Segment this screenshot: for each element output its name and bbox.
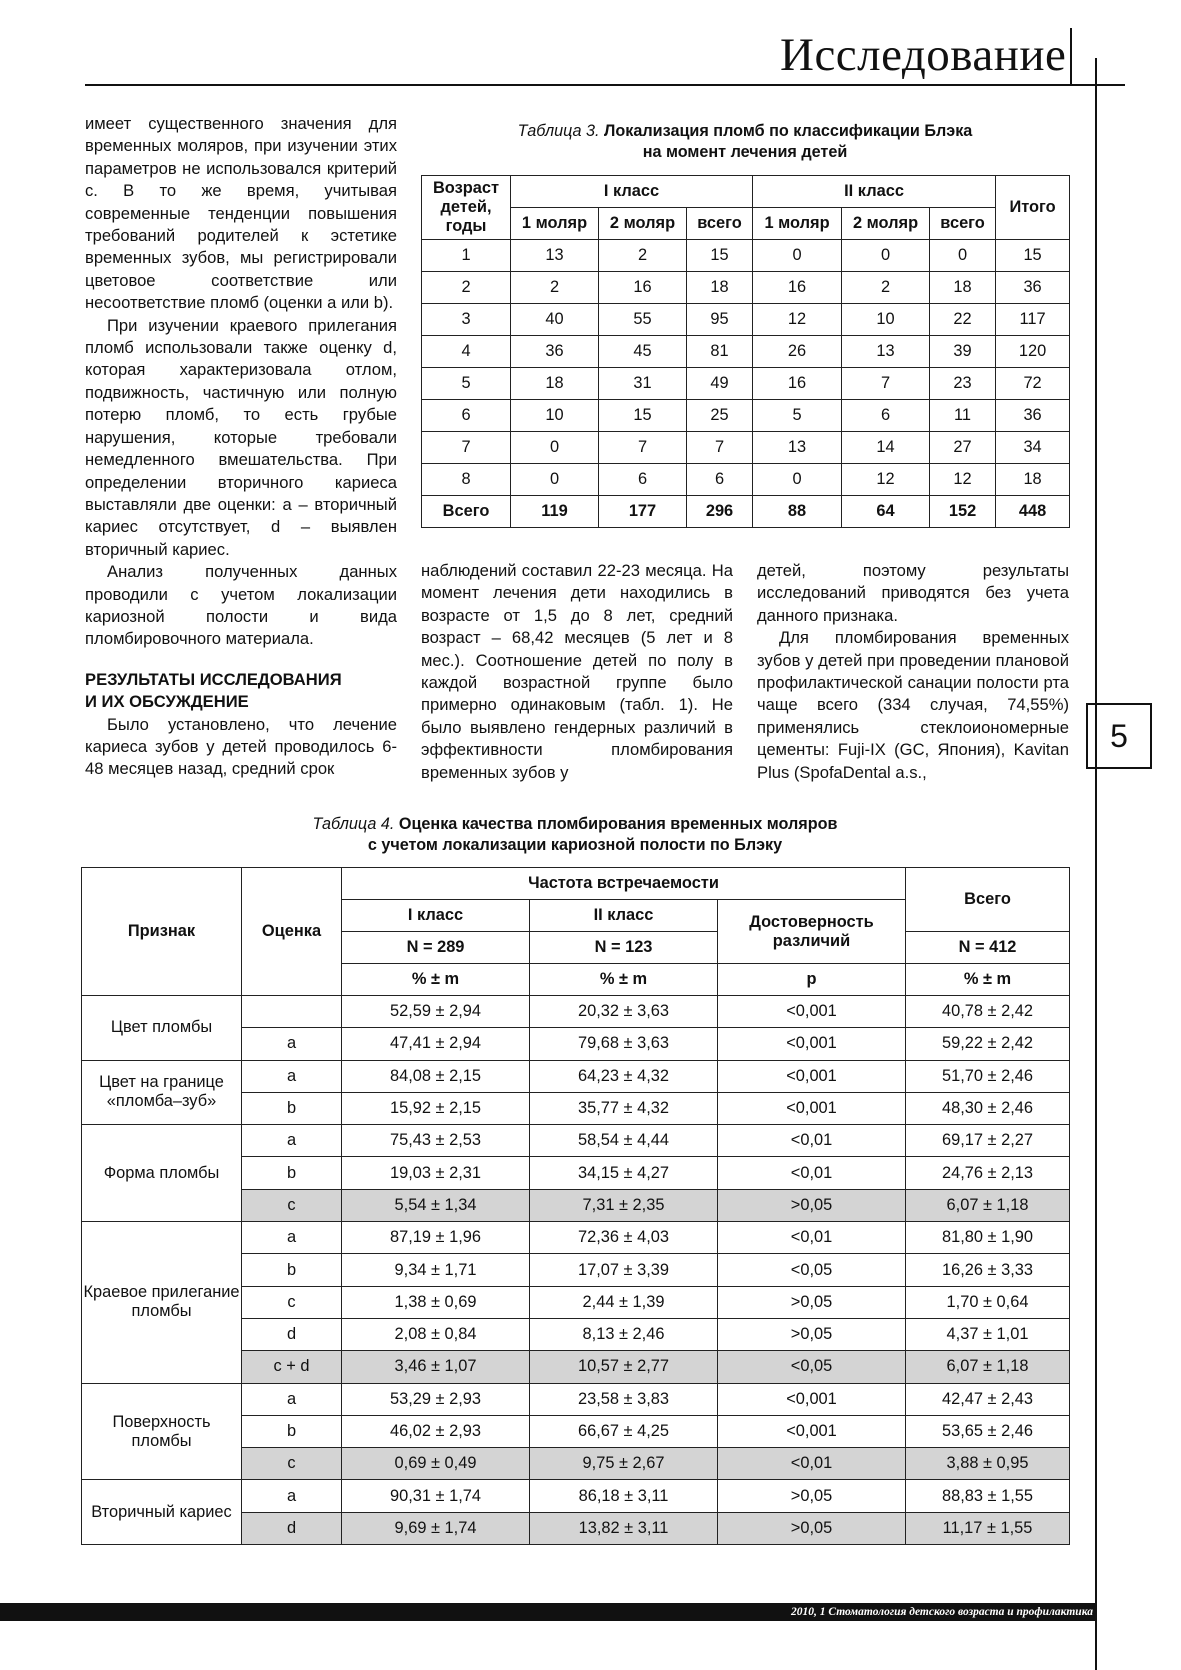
table4-value-cell: 2,08 ± 0,84 [342,1318,530,1350]
table3-cell: 45 [599,336,687,368]
table4-value-cell: 16,26 ± 3,33 [906,1254,1070,1286]
table4-value-cell: 5,54 ± 1,34 [342,1189,530,1221]
table4-value-cell: <0,01 [718,1125,906,1157]
table3-cell: 40 [511,304,599,336]
table-row [422,400,1070,432]
table4-head-sign: Признак [82,868,242,996]
table3-total-cell: 448 [996,496,1070,528]
table4-value-cell: 6,07 ± 1,18 [906,1351,1070,1383]
table4-value-cell: 20,32 ± 3,63 [530,996,718,1028]
table4-score-cell: a [242,1028,342,1060]
table3-cell: 117 [996,304,1070,336]
table4-value-cell: 79,68 ± 3,63 [530,1028,718,1060]
table4-head-class1: I класс [342,900,530,932]
table4-value-cell: 10,57 ± 2,77 [530,1351,718,1383]
paragraph: Анализ полученных данных проводили с учетом локализации кариозной полости и вида пломбировочного материала. [85,562,397,649]
table4-value-cell: <0,05 [718,1254,906,1286]
table4-value-cell: 9,69 ± 1,74 [342,1512,530,1544]
table4-value-cell: 52,59 ± 2,94 [342,996,530,1028]
table4-value-cell: 86,18 ± 3,11 [530,1480,718,1512]
table3-cell: 72 [996,368,1070,400]
table3-age-cell: 5 [422,368,511,400]
table3-cell: 23 [930,368,996,400]
table-row [82,1222,1070,1254]
table4-caption-line1: Оценка качества пломбирования временных моляров [398,815,838,833]
table4-value-cell: 84,08 ± 2,15 [342,1060,530,1092]
table-row [422,432,1070,464]
table4-value-cell: 1,38 ± 0,69 [342,1286,530,1318]
table4-value-cell: 35,77 ± 4,32 [530,1092,718,1124]
table3-cell: 12 [753,304,842,336]
table3-cell: 7 [842,368,930,400]
right-text-column [757,560,1069,784]
table4-caption [81,814,1069,856]
table4-value-cell: 9,75 ± 2,67 [530,1448,718,1480]
results-heading-line2: И ИХ ОБСУЖДЕНИЕ [85,692,249,712]
table4-value-cell: 53,29 ± 2,93 [342,1383,530,1415]
table3-cell: 95 [687,304,753,336]
table3 [421,175,1070,528]
table4-value-cell: 17,07 ± 3,39 [530,1254,718,1286]
table3-caption-line2: на момент лечения детей [642,143,848,161]
table4-score-cell: a [242,1480,342,1512]
table4-score-cell: b [242,1254,342,1286]
table-row [422,464,1070,496]
table3-cell: 18 [996,464,1070,496]
table4-value-cell: 19,03 ± 2,31 [342,1157,530,1189]
table4-value-cell: 72,36 ± 4,03 [530,1222,718,1254]
table3-age-cell: 4 [422,336,511,368]
table3-cell: 10 [842,304,930,336]
table3-total-cell: 64 [842,496,930,528]
table4-value-cell: >0,05 [718,1189,906,1221]
table4-value-cell: 34,15 ± 4,27 [530,1157,718,1189]
table3-age-cell: 7 [422,432,511,464]
table3-cell: 6 [599,464,687,496]
table4-value-cell: 11,17 ± 1,55 [906,1512,1070,1544]
table3-total-row [422,496,1070,528]
table3-cell: 6 [687,464,753,496]
table3-cell: 13 [511,240,599,272]
table3-head-age: Возраст детей, годы [422,176,511,240]
table3-cell: 11 [930,400,996,432]
table3-subheader: 2 моляр [599,208,687,240]
table3-cell: 31 [599,368,687,400]
table3-head-class1: I класс [511,176,753,208]
table4-value-cell: 51,70 ± 2,46 [906,1060,1070,1092]
footer-journal-info: 2010, 1 Стоматология детского возраста и профилактика [790,1606,1093,1618]
table3-age-cell: 2 [422,272,511,304]
table4-score-cell: c [242,1286,342,1318]
table4-value-cell: <0,01 [718,1157,906,1189]
table3-cell: 0 [753,464,842,496]
table4-value-cell: 0,69 ± 0,49 [342,1448,530,1480]
table4-sign-cell: Вторичный кариес [82,1480,242,1545]
table4-score-cell: a [242,1383,342,1415]
table3-cell: 12 [930,464,996,496]
table3-cell: 26 [753,336,842,368]
table3-total-cell: 88 [753,496,842,528]
table-row [82,1480,1070,1512]
table3-age-cell: 6 [422,400,511,432]
table3-cell: 34 [996,432,1070,464]
table4-score-cell: d [242,1512,342,1544]
table4-caption-line2: с учетом локализации кариозной полости по Блэку [367,836,783,854]
paragraph: При изучении краевого прилегания пломб использовали также оценку d, которая характеризовала отлом, подвижность, частичную или полную потерю пломб, то есть грубые нарушения, которые требовали немедленного вмешательства. При определении вторичного кариеса выставляли две оценки: a – вторичный кариес отсутствует, d – выявлен вторичный кариес. [85,315,397,559]
table-row [82,1060,1070,1092]
table4-n-total: N = 412 [906,932,1070,964]
table4-value-cell: <0,001 [718,1383,906,1415]
table3-cell: 15 [996,240,1070,272]
table-row [422,240,1070,272]
table4-value-cell: >0,05 [718,1286,906,1318]
table4-value-cell: <0,001 [718,1415,906,1447]
table4-sign-cell: Краевое прилегание пломбы [82,1222,242,1383]
table-row [82,1125,1070,1157]
header-vertical-rule [1070,28,1072,86]
table3-head-total: Итого [996,176,1070,240]
table4-score-cell: a [242,1125,342,1157]
table3-cell: 13 [753,432,842,464]
table4-value-cell: 90,31 ± 1,74 [342,1480,530,1512]
table3-cell: 2 [842,272,930,304]
table4-value-cell: <0,01 [718,1222,906,1254]
table3-caption-line1: Локализация пломб по классификации Блэка [604,122,973,140]
table3-cell: 120 [996,336,1070,368]
table4-unit-total: % ± m [906,964,1070,996]
table4-value-cell: <0,05 [718,1351,906,1383]
table4-unit-class2: % ± m [530,964,718,996]
table3-cell: 7 [599,432,687,464]
table3-cell: 0 [511,464,599,496]
table3-cell: 12 [842,464,930,496]
table3-cell: 18 [930,272,996,304]
table4-value-cell: 66,67 ± 4,25 [530,1415,718,1447]
table4-value-cell: 23,58 ± 3,83 [530,1383,718,1415]
table3-cell: 22 [930,304,996,336]
table4-score-cell: c + d [242,1351,342,1383]
table4-value-cell: 1,70 ± 0,64 [906,1286,1070,1318]
table3-caption [421,121,1069,163]
table4-head-score: Оценка [242,868,342,996]
page-number: 5 [1086,703,1152,769]
table3-total-cell: 296 [687,496,753,528]
table3-subheader: всего [930,208,996,240]
table3-cell: 81 [687,336,753,368]
paragraph: наблюдений составил 22-23 месяца. На момент лечения дети находились в возрасте от 1,5 до 8 лет, средний возраст – 68,42 месяцев (5 лет и 8 мес.). Соотношение детей по полу в каждой возрастной группе было примерно одинаковым (табл. 1). Не было выявлено гендерных различий в эффективности пломбирования временных зубов у [421,561,733,782]
table4-value-cell: 24,76 ± 2,13 [906,1157,1070,1189]
table4-value-cell: 2,44 ± 1,39 [530,1286,718,1318]
table4-score-cell: d [242,1318,342,1350]
table3-cell: 10 [511,400,599,432]
table4-value-cell: 40,78 ± 2,42 [906,996,1070,1028]
table3-total-cell: 152 [930,496,996,528]
table4-value-cell: 4,37 ± 1,01 [906,1318,1070,1350]
table4-score-cell: c [242,1448,342,1480]
table4-unit-p: p [718,964,906,996]
table3-cell: 7 [687,432,753,464]
table3-cell: 14 [842,432,930,464]
paragraph: Для пломбирования временных зубов у детей при проведении плановой профилактической санации полости рта чаще всего (334 случая, 74,55%) применялись стеклоиономерные цементы: Fuji-IX (GC, Япония), Kavitan Plus (SpofaDental a.s., [757,628,1069,782]
table4-score-cell: c [242,1189,342,1221]
header-rule [85,84,1125,86]
table4-value-cell: 64,23 ± 4,32 [530,1060,718,1092]
table4-value-cell: >0,05 [718,1318,906,1350]
table3-cell: 13 [842,336,930,368]
table4-score-cell: b [242,1157,342,1189]
table4-value-cell: <0,001 [718,1092,906,1124]
table3-cell: 2 [511,272,599,304]
table3-cell: 16 [599,272,687,304]
table4-head-signif: Достоверность различий [718,900,906,964]
table3-cell: 0 [753,240,842,272]
table4-value-cell: 13,82 ± 3,11 [530,1512,718,1544]
table4-value-cell: 53,65 ± 2,46 [906,1415,1070,1447]
table-row [422,336,1070,368]
table4-value-cell: 75,43 ± 2,53 [342,1125,530,1157]
table4-score-cell: b [242,1415,342,1447]
table4-value-cell: 59,22 ± 2,42 [906,1028,1070,1060]
table3-caption-label: Таблица 3. [517,122,600,140]
table3-cell: 0 [930,240,996,272]
table4-value-cell: 3,46 ± 1,07 [342,1351,530,1383]
table4 [81,867,1070,1545]
table4-value-cell: <0,001 [718,996,906,1028]
paragraph: детей, поэтому результаты исследований приводятся без учета данного признака. [757,561,1069,625]
table3-cell: 15 [599,400,687,432]
table-row [422,272,1070,304]
table-row [82,996,1070,1028]
table3-cell: 49 [687,368,753,400]
table4-head-total: Всего [906,868,1070,932]
table3-cell: 25 [687,400,753,432]
table4-score-cell: a [242,1060,342,1092]
table4-sign-cell: Цвет пломбы [82,996,242,1061]
table4-value-cell: 7,31 ± 2,35 [530,1189,718,1221]
table3-cell: 18 [687,272,753,304]
table3-head-class2: II класс [753,176,996,208]
table3-subheader: 1 моляр [753,208,842,240]
table4-n-class1: N = 289 [342,932,530,964]
paragraph: имеет существенного значения для временных моляров, при изучении этих параметров не использовался критерий c. В то же время, учитывая современные тенденции повышения требований родителей к эстетике временных зубов, мы регистрировали цветовое соответствие или несоответствие пломб (оценки a или b). [85,114,397,313]
table-row [422,304,1070,336]
table4-value-cell: <0,001 [718,1060,906,1092]
table4-head-freq: Частота встречаемости [342,868,906,900]
table3-cell: 0 [511,432,599,464]
table3-cell: 39 [930,336,996,368]
table3-cell: 36 [996,400,1070,432]
table3-age-cell: 1 [422,240,511,272]
table4-sign-cell: Форма пломбы [82,1125,242,1222]
table3-subheader: 2 моляр [842,208,930,240]
table4-value-cell: >0,05 [718,1512,906,1544]
table3-cell: 55 [599,304,687,336]
table4-value-cell: 69,17 ± 2,27 [906,1125,1070,1157]
table4-value-cell: 46,02 ± 2,93 [342,1415,530,1447]
table3-cell: 6 [842,400,930,432]
table3-age-cell: 8 [422,464,511,496]
table3-total-cell: 119 [511,496,599,528]
table4-score-cell: a [242,1222,342,1254]
table3-cell: 36 [511,336,599,368]
section-title: Исследование [780,29,1067,81]
table3-cell: 16 [753,368,842,400]
results-heading-line1: РЕЗУЛЬТАТЫ ИССЛЕДОВАНИЯ [85,669,342,689]
table4-value-cell: <0,01 [718,1448,906,1480]
table4-score-cell: b [242,1092,342,1124]
table3-subheader: 1 моляр [511,208,599,240]
table3-cell: 15 [687,240,753,272]
table4-value-cell: <0,001 [718,1028,906,1060]
table4-score-cell [242,996,342,1028]
middle-text-column [421,560,733,784]
table4-value-cell: 81,80 ± 1,90 [906,1222,1070,1254]
table4-value-cell: 3,88 ± 0,95 [906,1448,1070,1480]
table3-total-cell: Всего [422,496,511,528]
table4-value-cell: 88,83 ± 1,55 [906,1480,1070,1512]
table3-age-cell: 3 [422,304,511,336]
table4-unit-class1: % ± m [342,964,530,996]
table4-head-class2: II класс [530,900,718,932]
table4-sign-cell: Цвет на границе «пломба–зуб» [82,1060,242,1125]
table4-sign-cell: Поверхность пломбы [82,1383,242,1480]
table4-value-cell: 8,13 ± 2,46 [530,1318,718,1350]
table4-caption-label: Таблица 4. [312,815,395,833]
table4-n-class2: N = 123 [530,932,718,964]
table4-value-cell: 42,47 ± 2,43 [906,1383,1070,1415]
paragraph: Было установлено, что лечение кариеса зубов у детей проводилось 6-48 месяцев назад, средний срок [85,714,397,779]
table4-value-cell: 87,19 ± 1,96 [342,1222,530,1254]
table-row [82,1383,1070,1415]
table3-cell: 36 [996,272,1070,304]
table3-total-cell: 177 [599,496,687,528]
table4-value-cell: 15,92 ± 2,15 [342,1092,530,1124]
table3-cell: 2 [599,240,687,272]
table4-value-cell: 6,07 ± 1,18 [906,1189,1070,1221]
margin-vertical-rule [1095,58,1097,1670]
table-row [422,368,1070,400]
table3-cell: 18 [511,368,599,400]
table4-value-cell: 47,41 ± 2,94 [342,1028,530,1060]
table4-value-cell: 48,30 ± 2,46 [906,1092,1070,1124]
table3-cell: 27 [930,432,996,464]
table3-cell: 16 [753,272,842,304]
table3-cell: 5 [753,400,842,432]
table4-value-cell: 58,54 ± 4,44 [530,1125,718,1157]
results-heading [85,669,397,714]
table4-value-cell: 9,34 ± 1,71 [342,1254,530,1286]
table3-subheader: всего [687,208,753,240]
table3-cell: 0 [842,240,930,272]
table4-value-cell: >0,05 [718,1480,906,1512]
left-text-column [85,113,397,781]
